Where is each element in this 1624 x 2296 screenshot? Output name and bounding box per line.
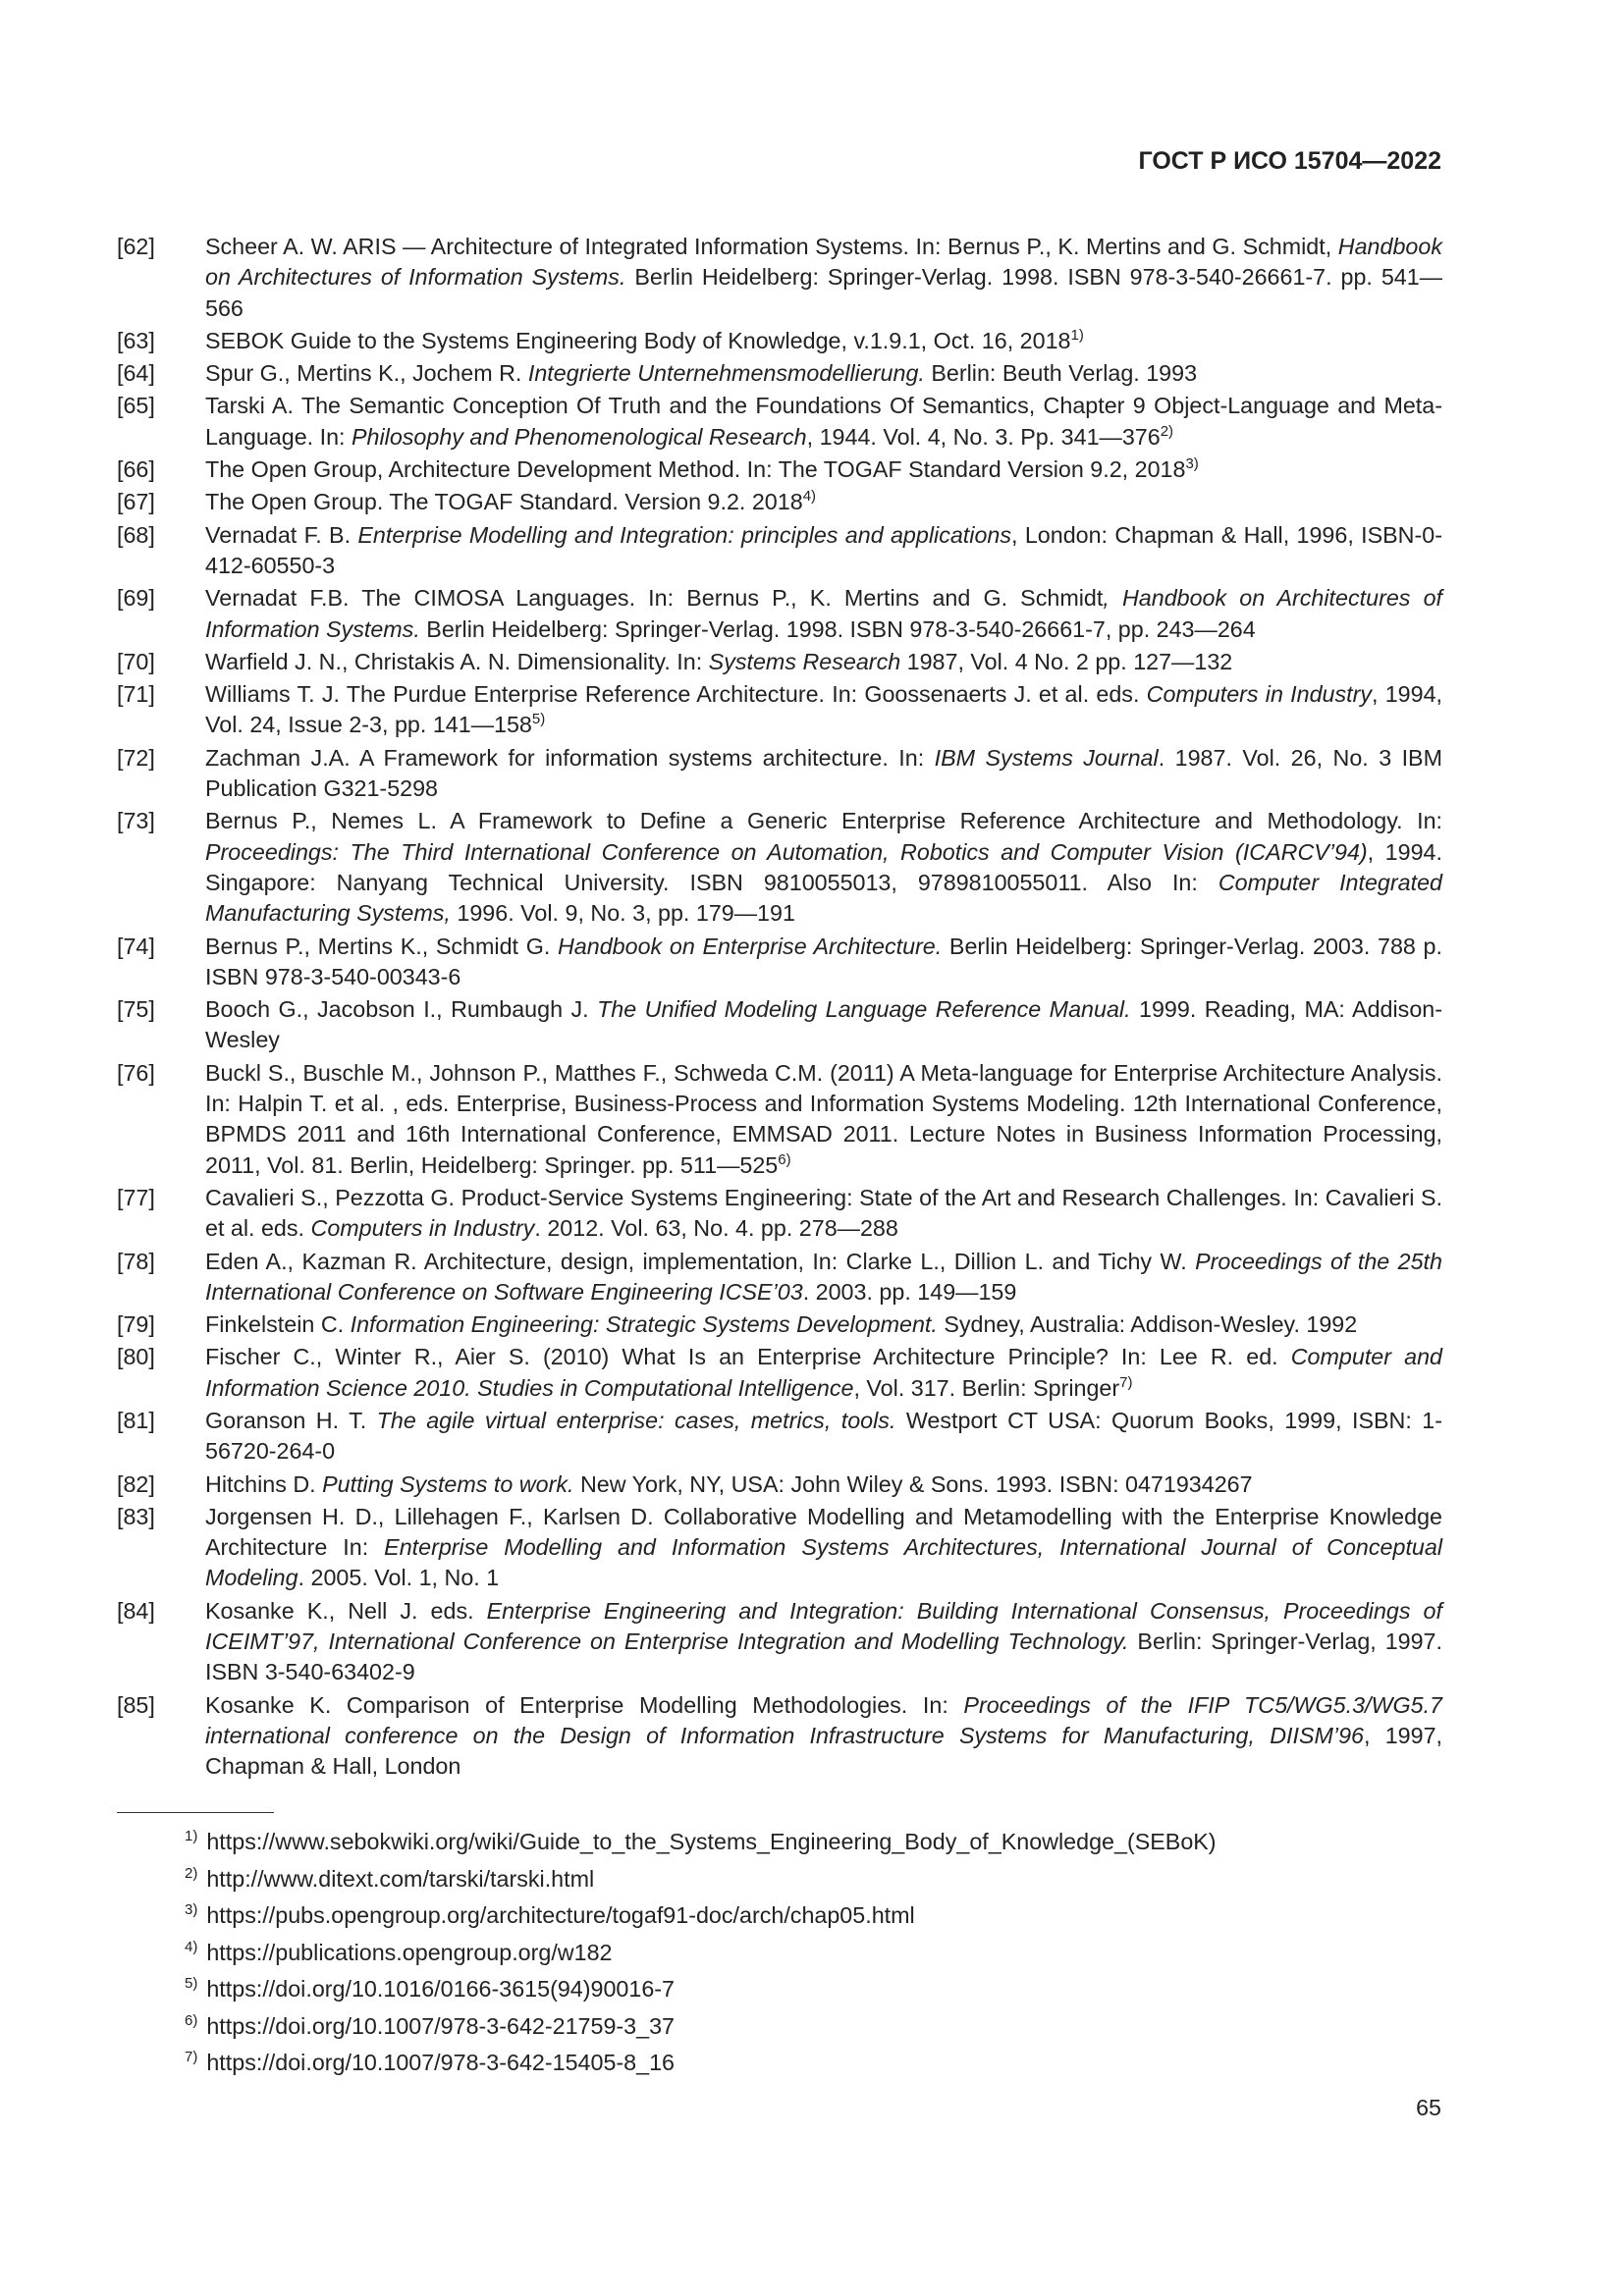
footnote-item — [185, 1824, 1461, 1861]
reference-segment: Kosanke K., Nell J. eds. — [205, 1597, 487, 1624]
reference-text — [205, 1690, 1442, 1783]
footnote-mark: 3) — [185, 1901, 198, 1918]
footnote-divider — [117, 1812, 274, 1813]
reference-segment: Sydney, Australia: Addison-Wesley. 1992 — [937, 1311, 1358, 1338]
reference-number: [70] — [117, 648, 155, 674]
reference-segment: Berlin Heidelberg: Springer-Verlag. 1998. ISBN 978-3-540-26661-7. pp. 541—566 — [205, 264, 1442, 321]
footnote-url: https://www.sebokwiki.org/wiki/Guide_to_the_Systems_Engineering_Body_of_Knowledge_(SEBoK) — [206, 1829, 1217, 1854]
reference-segment: Spur G., Mertins K., Jochem R. — [205, 360, 528, 387]
reference-number: [63] — [117, 327, 155, 353]
reference-segment: . 2003. pp. 149—159 — [802, 1278, 1017, 1305]
reference-segment: Vernadat F. B. — [205, 521, 358, 548]
reference-segment: The Open Group, Architecture Development Method. In: The TOGAF Standard Version 9.2, 2018 — [205, 456, 1186, 483]
footnote-url: https://publications.opengroup.org/w182 — [206, 1939, 613, 1965]
reference-number: [65] — [117, 393, 155, 419]
reference-number: [84] — [117, 1597, 155, 1624]
reference-segment: Bernus P., Mertins K., Schmidt G. — [205, 933, 558, 959]
reference-title: Systems Research — [708, 648, 901, 674]
reference-text — [205, 358, 1442, 389]
reference-title: Computers in Industry — [310, 1215, 535, 1242]
reference-segment: Vernadat F.B. The CIMOSA Languages. In: Bernus P., K. Mertins and G. Schmidt — [205, 585, 1104, 612]
reference-segment: Scheer A. W. ARIS — Architecture of Integrated Information Systems. In: Bernus P., K. Mertins and G. Schmidt, — [205, 234, 1338, 259]
footnote-mark: 5) — [185, 1975, 198, 1992]
footnote-url: https://doi.org/10.1007/978-3-642-15405-8_16 — [206, 2050, 675, 2075]
reference-title: , Handbook on Architectures of Information Systems. — [205, 585, 1442, 642]
reference-number: [71] — [117, 681, 155, 708]
reference-item — [117, 520, 1442, 582]
reference-title: IBM Systems Journal — [934, 744, 1159, 771]
reference-title: Philosophy and Phenomenological Research — [351, 423, 807, 450]
reference-text — [205, 932, 1442, 993]
reference-text — [205, 1596, 1442, 1688]
reference-segment: Bernus P., Nemes L. A Framework to Define a Generic Enterprise Reference Architecture and Methodology. In: — [205, 808, 1442, 834]
reference-title: Computer Integrated Manufacturing Systems, — [205, 869, 1442, 927]
reference-number: [62] — [117, 234, 155, 259]
footnote-marker: 7) — [1119, 1373, 1133, 1391]
reference-text — [205, 326, 1442, 356]
footnote-marker: 4) — [802, 488, 817, 506]
reference-segment: Cavalieri S., Pezzotta G. Product-Service Systems Engineering: State of the Art and Research Challenges. In: Cavalieri S. et al. eds. — [205, 1184, 1442, 1242]
footnote-item — [185, 2045, 1461, 2082]
reference-title: Putting Systems to work. — [322, 1470, 574, 1497]
reference-text — [205, 679, 1442, 741]
reference-text — [205, 1183, 1442, 1245]
reference-item — [117, 232, 1442, 324]
reference-segment: Finkelstein C. — [205, 1311, 351, 1338]
reference-item — [117, 326, 1442, 356]
reference-number: [76] — [117, 1059, 155, 1086]
reference-segment: , 1994. Singapore: Nanyang Technical University. ISBN 9810055013, 9789810055011. Also In: — [205, 838, 1442, 895]
reference-item — [117, 1309, 1442, 1340]
reference-title: Information Engineering: Strategic Systems Development. — [350, 1311, 938, 1338]
reference-item — [117, 1183, 1442, 1245]
reference-number: [68] — [117, 521, 155, 548]
page-number: 65 — [1416, 2095, 1441, 2120]
footnote-marker: 6) — [778, 1150, 791, 1168]
reference-number: [66] — [117, 456, 155, 483]
reference-item — [117, 1502, 1442, 1594]
reference-title: Handbook on Architectures of Information Systems. — [205, 234, 1442, 291]
reference-number: [75] — [117, 996, 155, 1023]
reference-segment: , 1944. Vol. 4, No. 3. Pp. 341—376 — [806, 423, 1161, 450]
reference-number: [73] — [117, 808, 155, 834]
reference-item — [117, 1342, 1442, 1404]
reference-text — [205, 1247, 1442, 1308]
reference-number: [77] — [117, 1184, 155, 1210]
reference-title: Proceedings: The Third International Conference on Automation, Robotics and Computer Vision (ICARCV’94) — [205, 838, 1368, 865]
reference-segment: Buckl S., Buschle M., Johnson P., Matthes F., Schweda C.M. (2011) A Meta-language for Enterprise Architecture Analysis. In: Halpin T. et al. , eds. Enterprise, Business-Process and Information Systems Modeling. 12th International Conference, BPMDS 2011 and 16th International Conference, EMMSAD 2011. Lecture Notes in Business Information Processing, 2011, Vol. 81. Berlin, Heidelberg: Springer. pp. 511—525 — [205, 1059, 1442, 1178]
reference-segment: , Vol. 317. Berlin: Springer — [853, 1374, 1120, 1401]
reference-item — [117, 487, 1442, 517]
footnote-item — [185, 1897, 1461, 1935]
reference-text — [205, 1309, 1442, 1340]
reference-title: Enterprise Engineering and Integration: Building International Consensus, Proceedings of ICEIMT’97, International Conference on Enterprise Integration and Modelling Technology. — [205, 1597, 1442, 1655]
reference-item — [117, 1596, 1442, 1688]
reference-text — [205, 994, 1442, 1056]
footnote-mark: 2) — [185, 1864, 198, 1882]
reference-text — [205, 806, 1442, 929]
reference-title: The Unified Modeling Language Reference Manual. — [597, 996, 1131, 1023]
reference-segment: SEBOK Guide to the Systems Engineering Body of Knowledge, v.1.9.1, Oct. 16, 2018 — [205, 327, 1071, 353]
reference-segment: . 1987. Vol. 26, No. 3 IBM Publication G321-5298 — [205, 744, 1443, 802]
footnote-marker: 3) — [1185, 455, 1199, 473]
reference-segment: Berlin Heidelberg: Springer-Verlag. 1998. ISBN 978-3-540-26661-7, pp. 243—264 — [419, 615, 1256, 642]
reference-segment: , 1994, Vol. 24, Issue 2-3, pp. 141—158 — [205, 681, 1442, 738]
footnote-marker: 2) — [1160, 422, 1174, 440]
reference-segment: New York, NY, USA: John Wiley & Sons. 1993. ISBN: 0471934267 — [573, 1470, 1253, 1497]
reference-number: [64] — [117, 360, 155, 387]
reference-title: Handbook on Enterprise Architecture. — [557, 933, 943, 959]
reference-item — [117, 1690, 1442, 1783]
reference-segment: , 1997, Chapman & Hall, London — [205, 1722, 1443, 1780]
standard-header: ГОСТ Р ИСО 15704—2022 — [1138, 147, 1441, 175]
reference-item — [117, 583, 1442, 645]
reference-text — [205, 487, 1442, 517]
reference-segment: 1999. Reading, MA: Addison-Wesley — [205, 996, 1443, 1053]
reference-text — [205, 1406, 1442, 1468]
reference-number: [74] — [117, 933, 155, 959]
footnote-marker: 1) — [1070, 326, 1084, 344]
reference-title: Proceedings of the IFIP TC5/WG5.3/WG5.7 international conference on the Design of Information Infrastructure Systems for Manufacturing, DIISM’96 — [205, 1691, 1442, 1748]
reference-number: [72] — [117, 744, 155, 771]
footnote-mark: 7) — [185, 2049, 198, 2065]
reference-segment: Goranson H. T. — [205, 1407, 377, 1433]
reference-text — [205, 1469, 1442, 1500]
reference-number: [81] — [117, 1407, 155, 1433]
reference-text — [205, 647, 1442, 677]
footnote-url: http://www.ditext.com/tarski/tarski.html — [206, 1865, 595, 1892]
reference-item — [117, 391, 1442, 453]
reference-item — [117, 647, 1442, 677]
reference-title: Enterprise Modelling and Integration: principles and applications — [357, 521, 1012, 548]
reference-segment: Tarski A. The Semantic Conception Of Truth and the Foundations Of Semantics, Chapter 9 Object-Language and Meta-Language. In: — [205, 393, 1442, 450]
reference-text — [205, 1502, 1442, 1594]
reference-segment: . 2005. Vol. 1, No. 1 — [298, 1565, 500, 1591]
reference-text — [205, 391, 1442, 453]
reference-item — [117, 1247, 1442, 1308]
reference-segment: Westport CT USA: Quorum Books, 1999, ISBN: 1-56720-264-0 — [205, 1407, 1442, 1465]
reference-number: [85] — [117, 1691, 155, 1718]
reference-item — [117, 1469, 1442, 1500]
reference-item — [117, 932, 1442, 993]
footnote-mark: 4) — [185, 1938, 198, 1955]
footnote-url: https://pubs.opengroup.org/architecture/togaf91-doc/arch/chap05.html — [206, 1902, 915, 1928]
reference-segment: Berlin Heidelberg: Springer-Verlag. 2003. 788 p. ISBN 978-3-540-00343-6 — [205, 933, 1442, 989]
reference-segment: Berlin: Beuth Verlag. 1993 — [924, 360, 1198, 387]
reference-number: [79] — [117, 1311, 155, 1338]
footnote-item — [185, 2008, 1461, 2046]
footnote-marker: 5) — [531, 711, 546, 728]
reference-list — [117, 232, 1442, 1785]
reference-text — [205, 1342, 1442, 1404]
reference-item — [117, 454, 1442, 485]
footnote-url: https://doi.org/10.1007/978-3-642-21759-3_37 — [206, 2012, 675, 2039]
reference-title: Integrierte Unternehmensmodellierung. — [527, 360, 925, 387]
reference-segment: Jorgensen H. D., Lillehagen F., Karlsen D. Collaborative Modelling and Metamodelling with the Enterprise Knowledge Architecture In: — [205, 1503, 1442, 1561]
reference-number: [80] — [117, 1344, 155, 1370]
reference-title: Computers in Industry — [1146, 681, 1373, 708]
footnote-item — [185, 1861, 1461, 1898]
footnote-list — [185, 1824, 1461, 2082]
reference-segment: Eden A., Kazman R. Architecture, design, implementation, In: Clarke L., Dillion L. and Tichy W. — [205, 1248, 1196, 1274]
reference-number: [67] — [117, 489, 155, 515]
footnote-item — [185, 1971, 1461, 2008]
reference-segment: The Open Group. The TOGAF Standard. Version 9.2. 2018 — [205, 489, 803, 515]
reference-item — [117, 1058, 1442, 1181]
reference-text — [205, 232, 1442, 324]
reference-title: Computer and Information Science 2010. Studies in Computational Intelligence — [205, 1344, 1442, 1401]
reference-number: [78] — [117, 1248, 155, 1274]
reference-text — [205, 1058, 1442, 1181]
reference-segment: 1996. Vol. 9, No. 3, pp. 179—191 — [450, 900, 795, 927]
reference-item — [117, 679, 1442, 741]
reference-segment: Zachman J.A. A Framework for information systems architecture. In: — [205, 744, 935, 771]
reference-segment: . 2012. Vol. 63, No. 4. pp. 278—288 — [534, 1215, 898, 1242]
reference-segment: Warfield J. N., Christakis A. N. Dimensionality. In: — [205, 648, 709, 674]
reference-item — [117, 743, 1442, 805]
reference-item — [117, 806, 1442, 929]
reference-number: [69] — [117, 585, 155, 612]
reference-item — [117, 994, 1442, 1056]
reference-item — [117, 358, 1442, 389]
reference-segment: Fischer C., Winter R., Aier S. (2010) What Is an Enterprise Architecture Principle? In: Lee R. ed. — [205, 1344, 1291, 1370]
reference-number: [82] — [117, 1470, 155, 1497]
reference-title: Enterprise Modelling and Information Systems Architectures, International Journal of Conceptual Modeling — [205, 1534, 1443, 1591]
reference-segment: Williams T. J. The Purdue Enterprise Reference Architecture. In: Goossenaerts J. et al. eds. — [205, 681, 1147, 708]
footnote-url: https://doi.org/10.1016/0166-3615(94)90016-7 — [206, 1976, 675, 2002]
footnote-mark: 6) — [185, 2011, 198, 2029]
reference-segment: 1987, Vol. 4 No. 2 pp. 127—132 — [900, 648, 1233, 674]
reference-segment: Booch G., Jacobson I., Rumbaugh J. — [205, 996, 598, 1023]
reference-text — [205, 520, 1442, 582]
reference-text — [205, 743, 1442, 805]
reference-segment: , London: Chapman & Hall, 1996, ISBN-0-412-60550-3 — [205, 521, 1442, 578]
reference-title: Proceedings of the 25th International Conference on Software Engineering ICSE’03 — [205, 1248, 1442, 1305]
reference-segment: Hitchins D. — [205, 1470, 323, 1497]
footnote-item — [185, 1935, 1461, 1972]
reference-item — [117, 1406, 1442, 1468]
reference-text — [205, 583, 1442, 645]
reference-text — [205, 454, 1442, 485]
reference-segment: Kosanke K. Comparison of Enterprise Modelling Methodologies. In: — [205, 1691, 964, 1718]
reference-number: [83] — [117, 1503, 155, 1529]
footnote-mark: 1) — [185, 1828, 198, 1844]
reference-segment: Berlin: Springer-Verlag, 1997. ISBN 3-540-63402-9 — [205, 1629, 1442, 1685]
reference-title: The agile virtual enterprise: cases, metrics, tools. — [376, 1407, 896, 1433]
